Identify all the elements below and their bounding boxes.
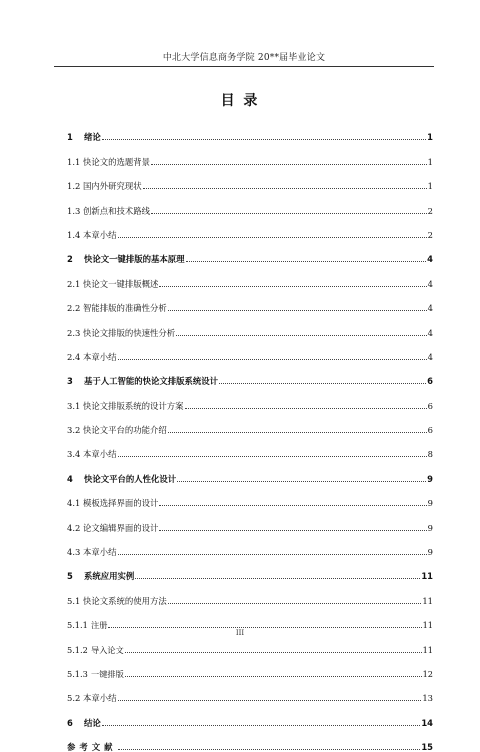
toc-entry[interactable] bbox=[67, 655, 433, 679]
toc-entry[interactable] bbox=[67, 264, 433, 288]
toc-entry[interactable] bbox=[67, 167, 433, 191]
toc-dot-leader bbox=[168, 310, 427, 311]
toc-entry-page: 13 bbox=[422, 693, 433, 704]
toc-dot-leader bbox=[118, 554, 427, 555]
toc-entry-title: 绪论 bbox=[84, 132, 101, 143]
toc-entry-number: 2.2 bbox=[67, 303, 81, 314]
header-rule bbox=[54, 66, 434, 67]
toc-entry-title: 导入论文 bbox=[91, 644, 124, 655]
toc-entry-title: 本章小结 bbox=[83, 693, 117, 704]
toc-entry-title: 系统应用实例 bbox=[84, 571, 135, 582]
toc-entry-title: 快论文的选题背景 bbox=[83, 156, 150, 167]
toc-entry-number: 3.4 bbox=[67, 449, 81, 460]
toc-entry-page: 4 bbox=[427, 327, 433, 338]
toc-entry-page: 8 bbox=[427, 449, 433, 460]
toc-entry-page: 9 bbox=[427, 498, 433, 509]
toc-entry-number: 3.2 bbox=[67, 425, 81, 436]
toc-entry-title: 创新点和技术路线 bbox=[83, 205, 150, 216]
toc-dot-leader bbox=[118, 359, 427, 360]
toc-entry-title: 结论 bbox=[84, 717, 101, 728]
toc-entry-page: 4 bbox=[427, 254, 433, 265]
toc-entry-number: 1.4 bbox=[67, 229, 81, 240]
toc-entry[interactable] bbox=[67, 508, 433, 532]
toc-entry-title: 本章小结 bbox=[83, 229, 117, 240]
toc-entry[interactable] bbox=[67, 581, 433, 605]
toc-dot-leader bbox=[159, 505, 426, 506]
toc-entry-number: 4.3 bbox=[67, 547, 81, 558]
toc-entry-number: 4 bbox=[67, 473, 73, 484]
toc-entry[interactable] bbox=[67, 289, 433, 313]
toc-entry-number: 6 bbox=[67, 717, 73, 728]
toc-dot-leader bbox=[143, 188, 427, 189]
toc-entry[interactable] bbox=[67, 191, 433, 215]
toc-entry-number: 5.1.3 bbox=[67, 668, 88, 679]
toc-entry-title: 本章小结 bbox=[83, 547, 117, 558]
toc-entry-number: 2 bbox=[67, 254, 73, 265]
toc-entry-number: 4.1 bbox=[67, 498, 81, 509]
toc-dot-leader bbox=[159, 530, 426, 531]
toc-entry-title: 快论文排版的快速性分析 bbox=[83, 327, 176, 338]
toc-entry[interactable] bbox=[67, 606, 433, 630]
toc-entry-title: 本章小结 bbox=[83, 449, 117, 460]
page-number: III bbox=[235, 629, 245, 637]
toc-entry[interactable] bbox=[67, 216, 433, 240]
toc-dot-leader bbox=[168, 603, 422, 604]
toc-entry-title: 论文编辑界面的设计 bbox=[83, 522, 159, 533]
toc-entry-page: 9 bbox=[427, 547, 433, 558]
toc-entry-title: 国内外研究现状 bbox=[83, 181, 142, 192]
toc-dot-leader bbox=[151, 164, 427, 165]
toc-entry-title: 基于人工智能的快论文排版系统设计 bbox=[84, 376, 218, 387]
toc-dot-leader bbox=[159, 286, 426, 287]
toc-dot-leader bbox=[185, 408, 427, 409]
toc-entry-number: 5.1 bbox=[67, 595, 81, 606]
toc-entry[interactable] bbox=[67, 386, 433, 410]
toc-dot-leader bbox=[219, 383, 426, 384]
toc-entry[interactable] bbox=[67, 703, 433, 727]
toc-entry-title: 模板选择界面的设计 bbox=[83, 498, 159, 509]
toc-entry[interactable] bbox=[67, 338, 433, 362]
toc-dot-leader bbox=[177, 481, 426, 482]
toc-entry-title: 快论文系统的使用方法 bbox=[83, 595, 167, 606]
toc-entry-title: 一键排版 bbox=[91, 668, 124, 679]
toc-entry-number: 1.3 bbox=[67, 205, 81, 216]
toc-entry-page: 2 bbox=[427, 205, 433, 216]
toc-dot-leader bbox=[176, 335, 427, 336]
toc-entry[interactable] bbox=[67, 362, 433, 386]
toc-entry-number: 1.1 bbox=[67, 156, 81, 167]
toc-entry-number: 2.3 bbox=[67, 327, 81, 338]
toc-entry-title: 快论文平台的人性化设计 bbox=[84, 473, 177, 484]
toc-dot-leader bbox=[118, 749, 421, 750]
toc-entry-page: 11 bbox=[422, 620, 433, 631]
toc-entry[interactable] bbox=[67, 313, 433, 337]
toc-dot-leader bbox=[135, 578, 420, 579]
toc-entry-number: 3 bbox=[67, 376, 73, 387]
table-of-contents bbox=[67, 118, 433, 752]
toc-entry[interactable] bbox=[67, 435, 433, 459]
toc-entry-number: 2.4 bbox=[67, 351, 81, 362]
toc-dot-leader bbox=[118, 700, 422, 701]
toc-entry-number: 1.2 bbox=[67, 181, 81, 192]
toc-dot-leader bbox=[168, 432, 427, 433]
toc-entry-title: 快论文排版系统的设计方案 bbox=[83, 400, 184, 411]
toc-entry-title: 快论文一键排版概述 bbox=[83, 278, 159, 289]
toc-entry-page: 4 bbox=[427, 303, 433, 314]
toc-entry-number: 1 bbox=[67, 132, 73, 143]
toc-entry-page: 4 bbox=[427, 278, 433, 289]
toc-entry-page: 6 bbox=[427, 376, 433, 387]
toc-entry-page: 1 bbox=[427, 132, 433, 143]
toc-entry-title: 快论文平台的功能介绍 bbox=[83, 425, 167, 436]
toc-entry-title: 智能排版的准确性分析 bbox=[83, 303, 167, 314]
toc-entry-page: 11 bbox=[422, 595, 433, 606]
toc-dot-leader bbox=[102, 139, 426, 140]
toc-entry-title: 注册 bbox=[91, 620, 108, 631]
toc-entry[interactable] bbox=[67, 459, 433, 483]
toc-entry-number: 5.2 bbox=[67, 693, 81, 704]
toc-entry-number: 5.1.2 bbox=[67, 644, 88, 655]
toc-entry[interactable] bbox=[67, 533, 433, 557]
toc-entry-page: 11 bbox=[422, 644, 433, 655]
toc-entry-page: 12 bbox=[422, 668, 433, 679]
toc-entry-page: 6 bbox=[427, 400, 433, 411]
toc-entry-number: 3.1 bbox=[67, 400, 81, 411]
toc-entry-title: 参考文献 bbox=[67, 742, 117, 752]
toc-entry-number: 2.1 bbox=[67, 278, 81, 289]
toc-dot-leader bbox=[118, 237, 427, 238]
toc-entry[interactable] bbox=[67, 411, 433, 435]
page-title: 目 录 bbox=[220, 93, 260, 109]
running-header: 中北大学信息商务学院 20**届毕业论文 bbox=[162, 53, 326, 63]
toc-entry-page: 1 bbox=[427, 156, 433, 167]
toc-entry-page: 9 bbox=[427, 522, 433, 533]
toc-dot-leader bbox=[125, 676, 422, 677]
toc-entry[interactable] bbox=[67, 240, 433, 264]
toc-entry-page: 2 bbox=[427, 229, 433, 240]
toc-dot-leader bbox=[186, 261, 427, 262]
toc-dot-leader bbox=[125, 652, 422, 653]
toc-entry[interactable] bbox=[67, 728, 433, 752]
toc-dot-leader bbox=[102, 725, 421, 726]
toc-entry-number: 5 bbox=[67, 571, 73, 582]
toc-entry[interactable] bbox=[67, 118, 433, 142]
toc-entry-page: 11 bbox=[421, 571, 433, 582]
toc-entry-title: 快论文一键排版的基本原理 bbox=[84, 254, 185, 265]
toc-entry-page: 14 bbox=[421, 717, 433, 728]
toc-entry-page: 1 bbox=[427, 181, 433, 192]
toc-entry[interactable] bbox=[67, 679, 433, 703]
toc-entry-page: 15 bbox=[421, 742, 433, 752]
toc-entry-page: 9 bbox=[427, 473, 433, 484]
toc-entry-page: 4 bbox=[427, 351, 433, 362]
toc-entry[interactable] bbox=[67, 557, 433, 581]
toc-entry-page: 6 bbox=[427, 425, 433, 436]
toc-entry-number: 4.2 bbox=[67, 522, 81, 533]
toc-entry-title: 本章小结 bbox=[83, 351, 117, 362]
toc-dot-leader bbox=[118, 456, 427, 457]
toc-entry[interactable] bbox=[67, 484, 433, 508]
toc-entry-number: 5.1.1 bbox=[67, 620, 88, 631]
toc-entry[interactable] bbox=[67, 142, 433, 166]
toc-dot-leader bbox=[151, 213, 427, 214]
